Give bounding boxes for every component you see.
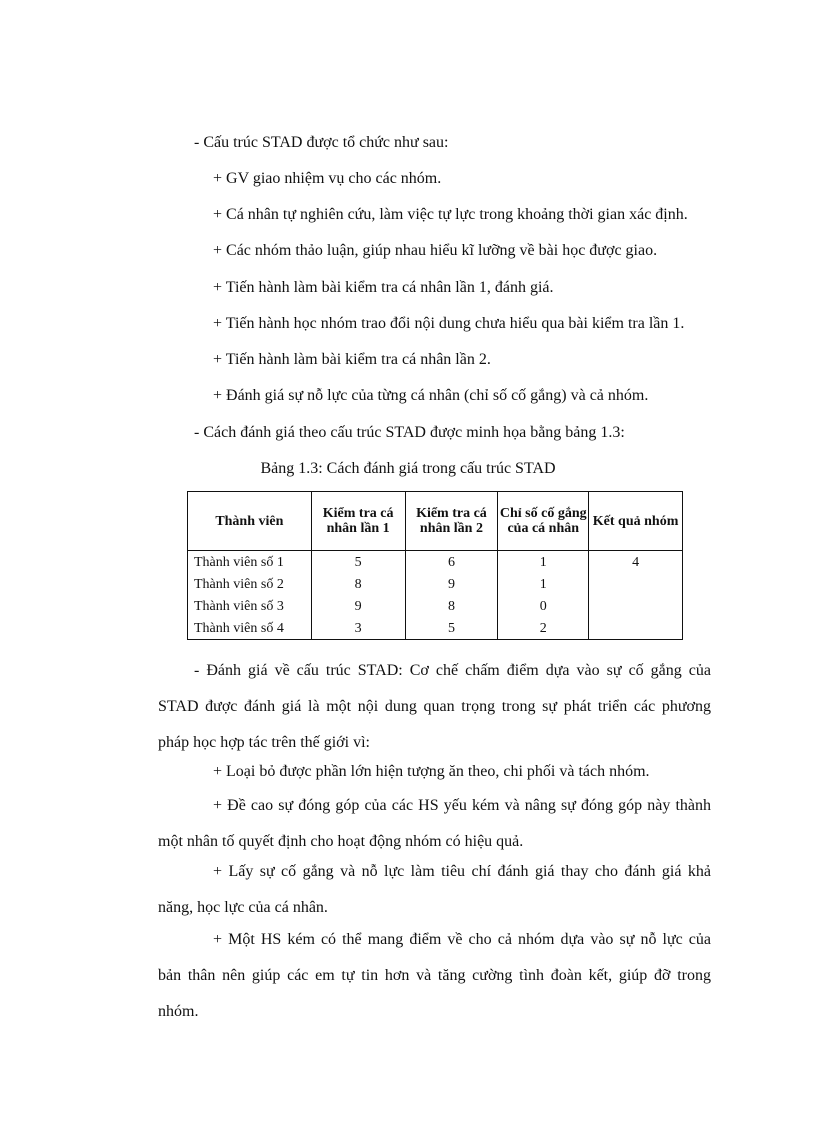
step-2: + Cá nhân tự nghiên cứu, làm việc tự lực trong khoảng thời gian xác định.	[213, 206, 688, 223]
cell-test-1: 9	[311, 595, 405, 617]
table-row	[188, 573, 683, 595]
cell-member: Thành viên số 1	[188, 551, 312, 574]
cell-group-result: 4	[589, 551, 683, 574]
cell-test-2: 8	[405, 595, 498, 617]
benefit-4-line-3: nhóm.	[158, 1003, 199, 1020]
cell-group-result	[589, 595, 683, 617]
table-row	[188, 595, 683, 617]
cell-member: Thành viên số 2	[188, 573, 312, 595]
cell-test-1: 3	[311, 617, 405, 640]
cell-effort: 1	[498, 573, 589, 595]
benefit-4-line-2: bản thân nên giúp các em tự tin hơn và tăng cường tình đoàn kết, giúp đỡ trong	[158, 967, 711, 984]
step-1: + GV giao nhiệm vụ cho các nhóm.	[213, 170, 442, 187]
cell-test-1: 5	[311, 551, 405, 574]
benefit-3-line-1: + Lấy sự cố gắng và nỗ lực làm tiêu chí đánh giá thay cho đánh giá khả	[213, 863, 711, 880]
step-6: + Tiến hành làm bài kiểm tra cá nhân lần 2.	[213, 351, 491, 368]
table-row	[188, 551, 683, 574]
header-test-1: Kiểm tra cá nhân lần 1	[311, 492, 405, 551]
benefit-2-line-1: + Đề cao sự đóng góp của các HS yếu kém và nâng sự đóng góp này thành	[213, 797, 711, 814]
header-group-result: Kết quả nhóm	[589, 492, 683, 551]
benefit-4	[158, 930, 711, 1022]
benefit-1: + Loại bỏ được phần lớn hiện tượng ăn theo, chi phối và tách nhóm.	[213, 763, 650, 780]
header-member: Thành viên	[188, 492, 312, 551]
table-header-row	[188, 492, 683, 551]
cell-member: Thành viên số 3	[188, 595, 312, 617]
cell-test-1: 8	[311, 573, 405, 595]
cell-test-2: 6	[405, 551, 498, 574]
cell-test-2: 5	[405, 617, 498, 640]
step-3: + Các nhóm thảo luận, giúp nhau hiểu kĩ lưỡng về bài học được giao.	[213, 242, 658, 259]
table-caption: Bảng 1.3: Cách đánh giá trong cấu trúc STAD	[260, 460, 556, 477]
benefit-4-line-1: + Một HS kém có thể mang điểm về cho cả nhóm dựa vào sự nỗ lực của	[213, 931, 711, 948]
cell-effort: 0	[498, 595, 589, 617]
step-7: + Đánh giá sự nỗ lực của từng cá nhân (chỉ số cố gắng) và cả nhóm.	[213, 387, 649, 404]
stad-evaluation-table	[187, 491, 683, 640]
bullet-table-intro: - Cách đánh giá theo cấu trúc STAD được minh họa bằng bảng 1.3:	[194, 424, 625, 441]
header-test-2: Kiểm tra cá nhân lần 2	[405, 492, 498, 551]
cell-effort: 1	[498, 551, 589, 574]
cell-effort: 2	[498, 617, 589, 640]
cell-group-result	[589, 617, 683, 640]
cell-member: Thành viên số 4	[188, 617, 312, 640]
assessment-line-1: - Đánh giá về cấu trúc STAD: Cơ chế chấm điểm dựa vào sự cố gắng của	[194, 662, 711, 679]
benefit-2-line-2: một nhân tố quyết định cho hoạt động nhóm có hiệu quả.	[158, 833, 524, 850]
assessment-line-2: STAD được đánh giá là một nội dung quan trọng trong sự phát triển các phương	[158, 698, 711, 715]
assessment-line-3: pháp học hợp tác trên thế giới vì:	[158, 734, 370, 751]
bullet-structure: - Cấu trúc STAD được tổ chức như sau:	[194, 134, 449, 151]
table-row	[188, 617, 683, 640]
benefit-3	[158, 862, 711, 918]
assessment-paragraph	[158, 661, 711, 753]
benefit-3-line-2: năng, học lực của cá nhân.	[158, 899, 328, 916]
step-4: + Tiến hành làm bài kiểm tra cá nhân lần 1, đánh giá.	[213, 279, 554, 296]
cell-group-result	[589, 573, 683, 595]
benefit-2	[158, 796, 711, 852]
step-5: + Tiến hành học nhóm trao đổi nội dung chưa hiểu qua bài kiểm tra lần 1.	[213, 315, 685, 332]
header-effort-index: Chỉ số cố gắng của cá nhân	[498, 492, 589, 551]
cell-test-2: 9	[405, 573, 498, 595]
